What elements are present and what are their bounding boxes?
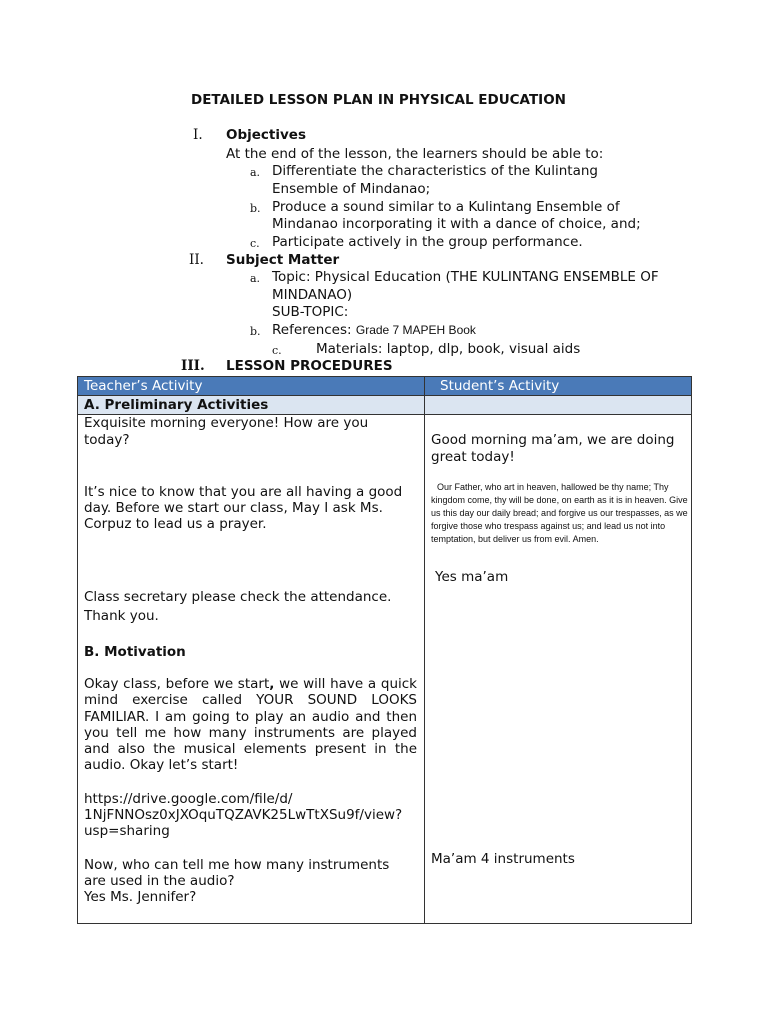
teacher-activity-cell: [78, 415, 425, 924]
section-numeral-procedures: III.: [181, 358, 205, 374]
student-greeting-line2: great today!: [431, 449, 515, 465]
student-prayer: Our Father, who art in heaven, hallowed be thy name; Thy kingdom come, thy will be done, on earth as it is in heaven. Give us this day our daily bread; and forgive us our trespasses, as we forgive those who trespass against us; and lead us not into temptation, but deliver us from evil. Amen.: [431, 482, 688, 544]
objective-a-line2: Ensemble of Mindanao;: [272, 181, 431, 197]
objective-letter-c: c.: [250, 237, 260, 250]
subject-letter-a: a.: [250, 272, 261, 285]
document-title: DETAILED LESSON PLAN IN PHYSICAL EDUCATION: [191, 92, 566, 108]
subject-letter-c: c.: [272, 344, 282, 357]
header-teacher-activity: Teacher’s Activity: [78, 377, 425, 396]
header-student-activity: Student’s Activity: [425, 377, 692, 396]
audio-link-line2: 1NjFNNOsz0xJXOquTQZAVK25LwTtXSu9f/view?: [84, 807, 403, 823]
teacher-attendance-line2: Thank you.: [84, 608, 159, 624]
student-activity-cell: [425, 415, 692, 924]
subject-topic-line1: Topic: Physical Education (THE KULINTANG ENSEMBLE OF: [272, 269, 659, 285]
subject-matter-heading: Subject Matter: [226, 252, 340, 268]
references-label: References:: [272, 322, 356, 338]
teacher-attendance-line1: Class secretary please check the attendance.: [84, 589, 392, 605]
references-value: Grade 7 MAPEH Book: [355, 323, 476, 337]
objectives-heading: Objectives: [226, 127, 306, 143]
motivation-text-a: Okay class, before we start: [84, 676, 270, 692]
table-row: [78, 415, 692, 924]
subject-letter-b: b.: [250, 325, 261, 338]
section-numeral-objectives: I.: [193, 127, 203, 143]
teacher-prayer-line3: Corpuz to lead us a prayer.: [84, 516, 267, 532]
objectives-intro: At the end of the lesson, the learners should be able to:: [226, 146, 604, 162]
student-greeting-line1: Good morning ma’am, we are doing: [431, 432, 675, 448]
subject-references: [272, 322, 476, 339]
objective-letter-b: b.: [250, 202, 261, 215]
preliminary-empty-cell: [425, 396, 692, 415]
table-header-row: [78, 377, 692, 396]
subject-materials: Materials: laptop, dlp, book, visual aids: [316, 341, 581, 357]
student-attendance-reply: Yes ma’am: [435, 569, 509, 585]
student-answer: Ma’am 4 instruments: [431, 851, 575, 867]
motivation-comma: ,: [269, 676, 275, 692]
section-numeral-subject-matter: II.: [189, 252, 204, 268]
teacher-question-line1: Now, who can tell me how many instruments: [84, 857, 390, 873]
preliminary-activities-label: A. Preliminary Activities: [78, 396, 425, 415]
motivation-heading: B. Motivation: [84, 644, 186, 660]
objective-c-line1: Participate actively in the group performance.: [272, 234, 583, 250]
procedures-heading: LESSON PROCEDURES: [226, 358, 393, 374]
teacher-prayer-line1: It’s nice to know that you are all having a good: [84, 484, 403, 500]
objective-a-line1: Differentiate the characteristics of the Kulintang: [272, 163, 598, 179]
teacher-greeting-line2: today?: [84, 432, 130, 448]
teacher-greeting-line1: Exquisite morning everyone! How are you: [84, 415, 369, 431]
audio-link-line3: usp=sharing: [84, 823, 170, 839]
motivation-paragraph: [84, 676, 417, 774]
teacher-prayer-line2: day. Before we start our class, May I ask Ms.: [84, 500, 383, 516]
objective-letter-a: a.: [250, 166, 261, 179]
teacher-question-line2: are used in the audio?: [84, 873, 235, 889]
subject-subtopic: SUB-TOPIC:: [272, 304, 349, 320]
motivation-text-b: we will have a quick mind exercise called YOUR SOUND LOOKS FAMILIAR. I am going to play an audio and then you tell me how many instruments are played and also the musical elements present in the audio. Okay let’s start!: [84, 676, 417, 774]
audio-link-line1: https://drive.google.com/file/d/: [84, 791, 293, 807]
teacher-question-line3: Yes Ms. Jennifer?: [84, 889, 197, 905]
objective-b-line2: Mindanao incorporating it with a dance of choice, and;: [272, 216, 641, 232]
objective-b-line1: Produce a sound similar to a Kulintang Ensemble of: [272, 199, 620, 215]
subject-topic-line2: MINDANAO): [272, 287, 353, 303]
table-subheader-row: [78, 396, 692, 415]
lesson-procedures-table: [77, 376, 692, 924]
